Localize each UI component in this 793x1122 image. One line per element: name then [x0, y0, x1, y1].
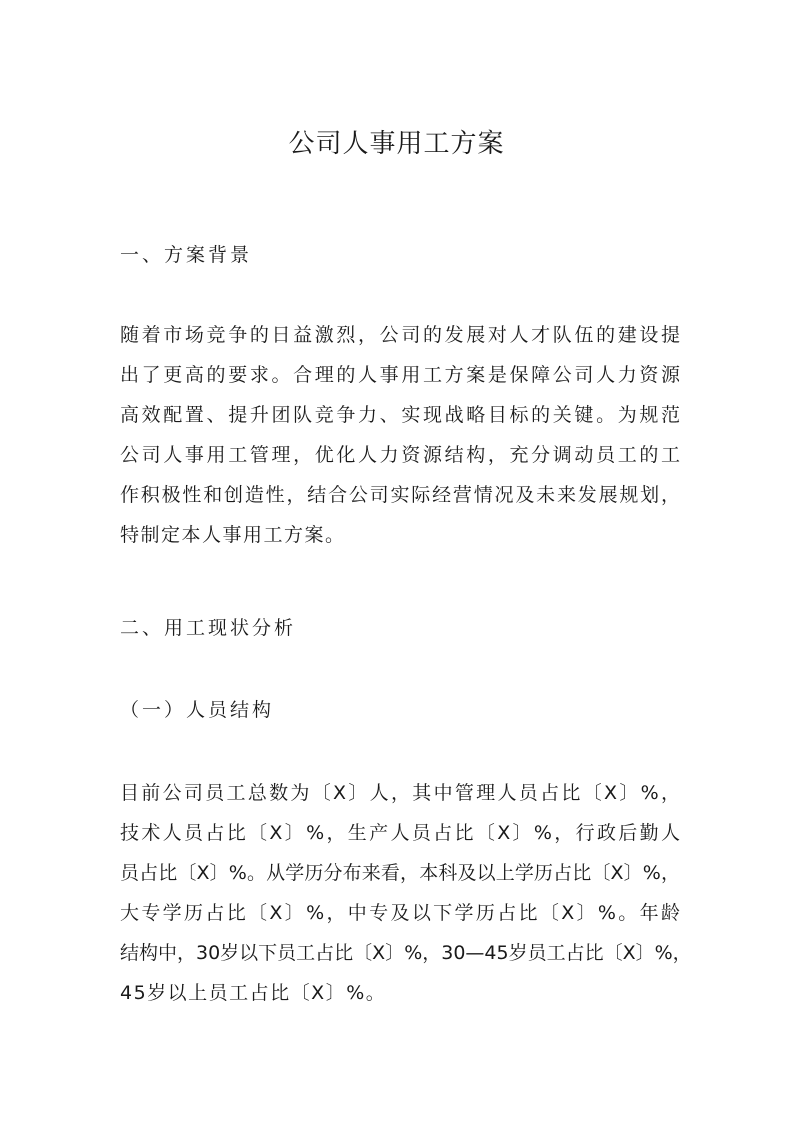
- paragraph-line: 高效配置、提升团队竞争力、实现战略目标的关键。为规范: [120, 404, 680, 426]
- paragraph-line: 技术人员占比〔X〕%，生产人员占比〔X〕%，行政后勤人: [120, 822, 680, 844]
- paragraph-line: 大专学历占比〔X〕%，中专及以下学历占比〔X〕%。年龄: [120, 902, 680, 924]
- document-title: 公司人事用工方案: [288, 129, 505, 159]
- paragraph-line: 公司人事用工管理，优化人力资源结构，充分调动员工的工: [120, 444, 680, 466]
- subsection-heading-personnel-structure: （一）人员结构: [120, 699, 275, 721]
- paragraph-line: 目前公司员工总数为〔X〕人，其中管理人员占比〔X〕%，: [120, 782, 680, 804]
- paragraph-line: 45岁以上员工占比〔X〕%。: [120, 982, 387, 1004]
- paragraph-line: 特制定本人事用工方案。: [120, 524, 346, 546]
- paragraph-line: 员占比〔X〕%。从学历分布来看，本科及以上学历占比〔X〕%，: [120, 862, 680, 884]
- paragraph-line: 出了更高的要求。合理的人事用工方案是保障公司人力资源: [120, 364, 680, 386]
- paragraph-line: 随着市场竞争的日益激烈，公司的发展对人才队伍的建设提: [120, 324, 680, 346]
- background-paragraph: [120, 315, 680, 555]
- personnel-structure-paragraph: [120, 773, 692, 1013]
- section-heading-status-analysis: 二、用工现状分析: [120, 617, 297, 639]
- paragraph-line: 结构中，30岁以下员工占比〔X〕%，30—45岁员工占比〔X〕%，: [120, 942, 692, 964]
- paragraph-line: 作积极性和创造性，结合公司实际经营情况及未来发展规划，: [120, 484, 680, 506]
- section-heading-background: 一、方案背景: [120, 244, 253, 266]
